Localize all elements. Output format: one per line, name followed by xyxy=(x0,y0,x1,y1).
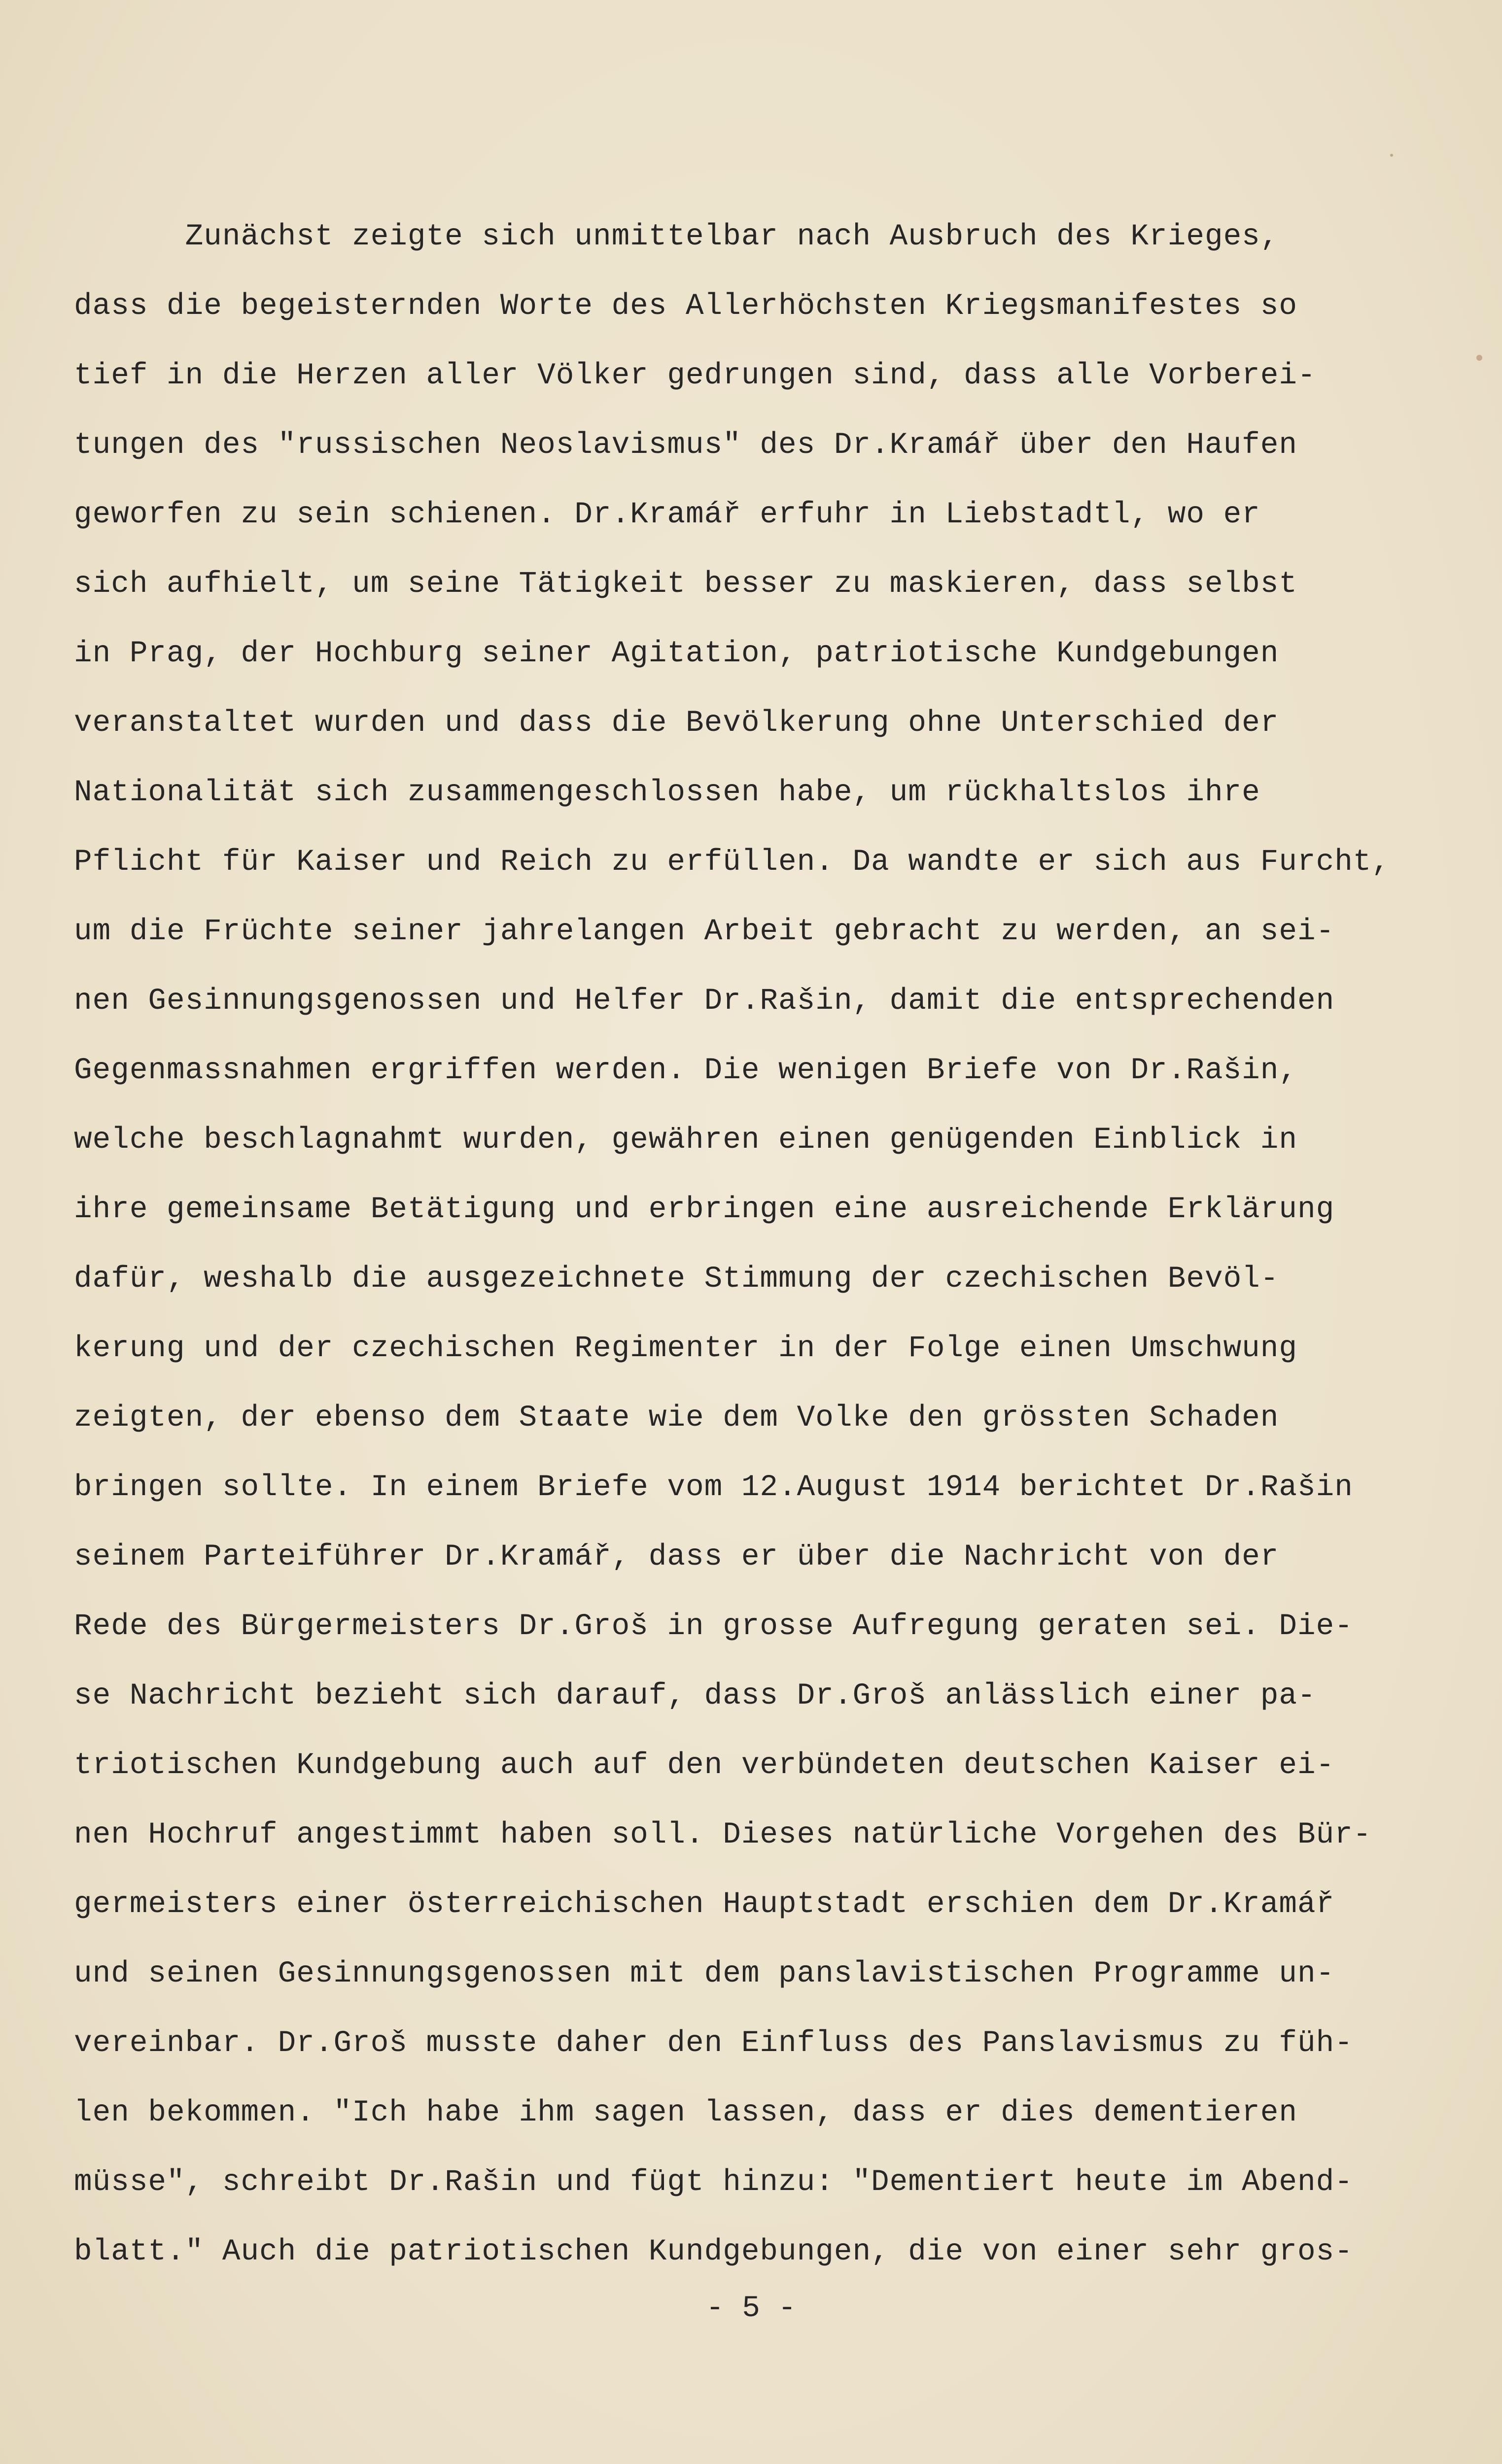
page-number: - 5 - xyxy=(705,2292,797,2326)
text-line: nen Gesinnungsgenossen und Helfer Dr.Rašin, damit die entsprechenden xyxy=(74,984,1335,1018)
text-line: geworfen zu sein schienen. Dr.Kramář erfuhr in Liebstadtl, wo er xyxy=(74,498,1260,532)
paper-speck xyxy=(1390,154,1393,157)
text-line: triotischen Kundgebung auch auf den verbündeten deutschen Kaiser ei- xyxy=(74,1748,1335,1782)
text-line: kerung und der czechischen Regimenter in der Folge einen Umschwung xyxy=(74,1332,1297,1366)
text-line: Nationalität sich zusammengeschlossen habe, um rückhaltslos ihre xyxy=(74,776,1260,810)
text-line: in Prag, der Hochburg seiner Agitation, patriotische Kundgebungen xyxy=(74,637,1279,671)
text-line: Gegenmassnahmen ergriffen werden. Die wenigen Briefe von Dr.Rašin, xyxy=(74,1054,1297,1088)
text-line: Rede des Bürgermeisters Dr.Groš in grosse Aufregung geraten sei. Die- xyxy=(74,1609,1353,1643)
text-line: tief in die Herzen aller Völker gedrungen sind, dass alle Vorberei- xyxy=(74,359,1316,393)
text-line: und seinen Gesinnungsgenossen mit dem panslavistischen Programme un- xyxy=(74,1957,1335,1991)
paper-speck xyxy=(1476,355,1482,361)
body-text xyxy=(74,202,1489,2287)
text-line: zeigten, der ebenso dem Staate wie dem Volke den grössten Schaden xyxy=(74,1401,1279,1435)
text-line: se Nachricht bezieht sich darauf, dass Dr.Groš anlässlich einer pa- xyxy=(74,1679,1316,1713)
text-line: müsse", schreibt Dr.Rašin und fügt hinzu: "Dementiert heute im Abend- xyxy=(74,2165,1353,2199)
text-line: ihre gemeinsame Betätigung und erbringen eine ausreichende Erklärung xyxy=(74,1193,1335,1227)
text-line: bringen sollte. In einem Briefe vom 12.August 1914 berichtet Dr.Rašin xyxy=(74,1471,1353,1505)
text-line: dafür, weshalb die ausgezeichnete Stimmung der czechischen Bevöl- xyxy=(74,1262,1279,1296)
text-line: Pflicht für Kaiser und Reich zu erfüllen. Da wandte er sich aus Furcht, xyxy=(74,845,1391,879)
text-line: vereinbar. Dr.Groš musste daher den Einfluss des Panslavismus zu füh- xyxy=(74,2026,1353,2060)
text-line: veranstaltet wurden und dass die Bevölkerung ohne Unterschied der xyxy=(74,706,1279,740)
text-line: germeisters einer österreichischen Hauptstadt erschien dem Dr.Kramář xyxy=(74,1887,1335,1921)
text-line: um die Früchte seiner jahrelangen Arbeit gebracht zu werden, an sei- xyxy=(74,915,1335,949)
text-line: welche beschlagnahmt wurden, gewähren einen genügenden Einblick in xyxy=(74,1123,1297,1157)
text-line: nen Hochruf angestimmt haben soll. Dieses natürliche Vorgehen des Bür- xyxy=(74,1818,1372,1852)
text-line: tungen des "russischen Neoslavismus" des Dr.Kramář über den Haufen xyxy=(74,428,1297,462)
text-line: seinem Parteiführer Dr.Kramář, dass er über die Nachricht von der xyxy=(74,1540,1279,1574)
text-line: blatt." Auch die patriotischen Kundgebungen, die von einer sehr gros- xyxy=(74,2235,1353,2269)
text-line: dass die begeisternden Worte des Allerhöchsten Kriegsmanifestes so xyxy=(74,289,1297,323)
text-line: Zunächst zeigte sich unmittelbar nach Ausbruch des Krieges, xyxy=(74,220,1279,254)
text-line: sich aufhielt, um seine Tätigkeit besser zu maskieren, dass selbst xyxy=(74,567,1297,601)
text-line: len bekommen. "Ich habe ihm sagen lassen, dass er dies dementieren xyxy=(74,2096,1297,2130)
